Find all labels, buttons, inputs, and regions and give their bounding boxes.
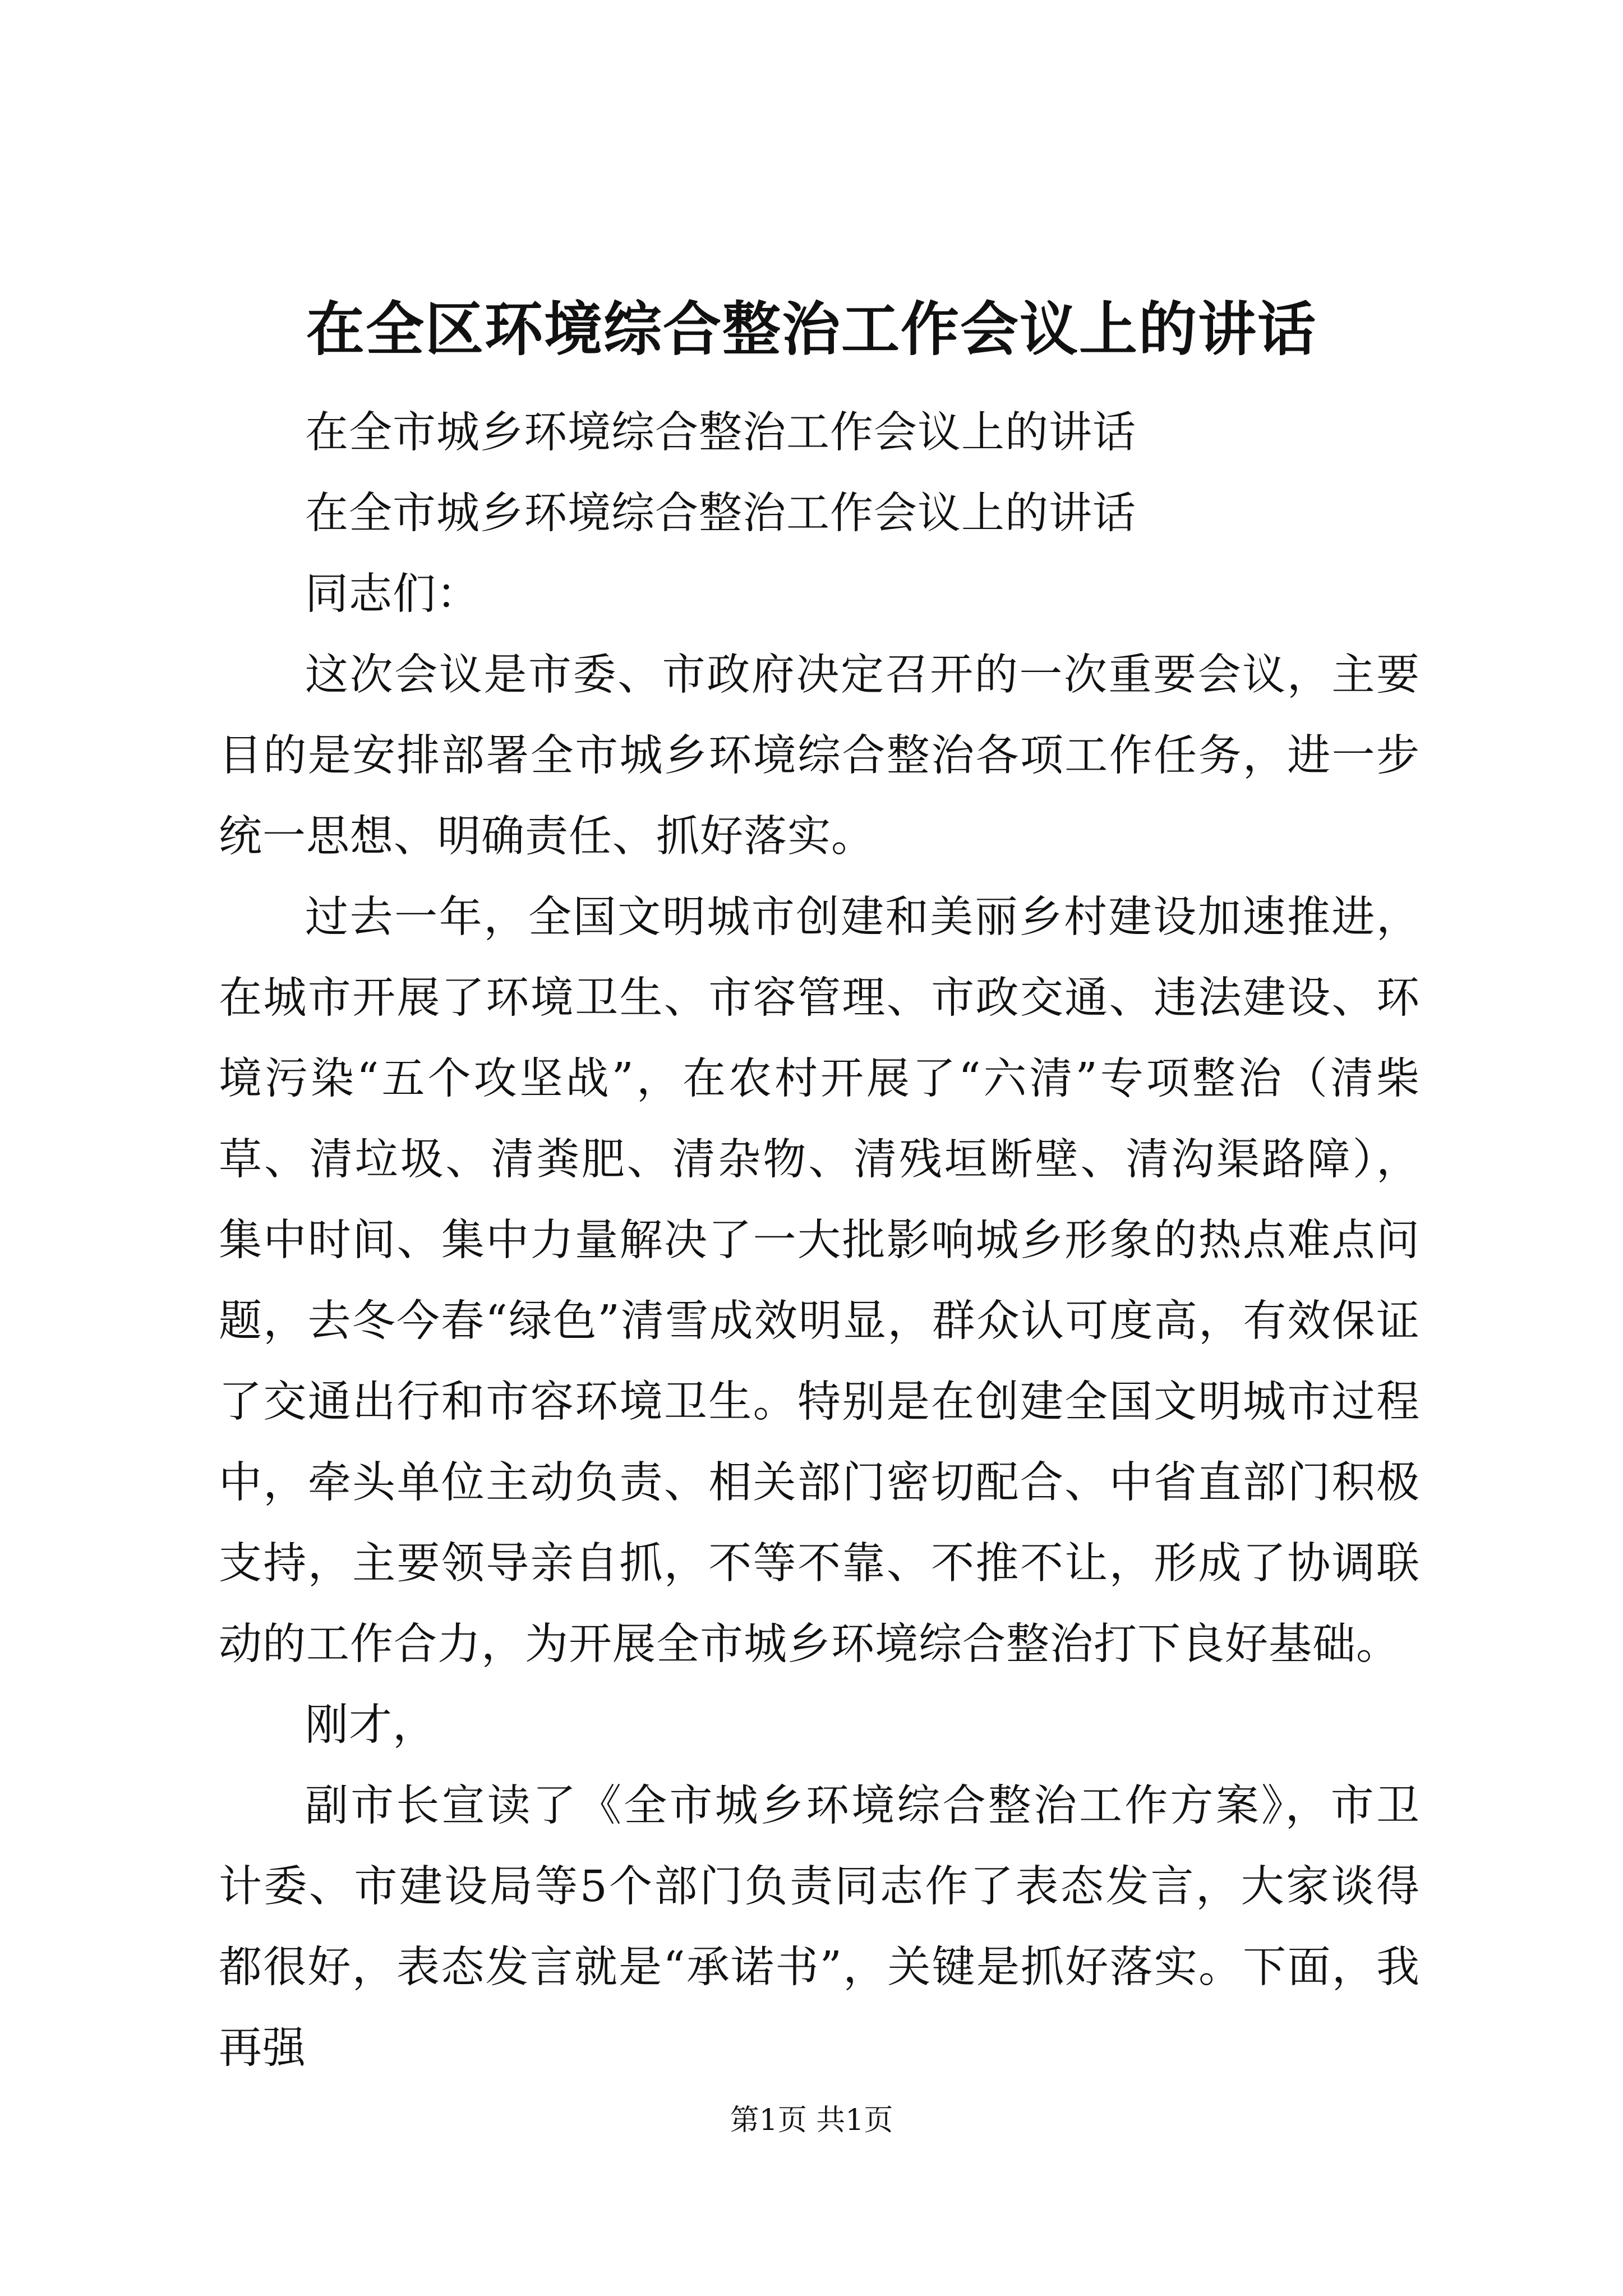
- body-paragraph-2: 在全市城乡环境综合整治工作会议上的讲话: [305, 489, 1136, 539]
- page-number: 1: [759, 2104, 778, 2137]
- body-paragraph-meeting-purpose: 这次会议是市委、市政府决定召开的一次重要会议，主要目的是安排部署全市城乡环境综合整治各项工作任务，进一步统一思想、明确责任、抓好落实。: [219, 650, 1420, 862]
- body-paragraph-past-year: 过去一年，全国文明城市创建和美丽乡村建设加速推进，在城市开展了环境卫生、市容管理、市政交通、违法建设、环境污染“五个攻坚战”，在农村开展了“六清”专项整治（清柴草、清垃圾、清粪肥、清杂物、清残垣断壁、清沟渠路障），集中时间、集中力量解决了一大批影响城乡形象的热点难点问题，去冬今春“绿色”清雪成效明显，群众认可度高，有效保证了交通出行和市容环境卫生。特别是在创建全国文明城市过程中，牵头单位主动负责、相关部门密切配合、中省直部门积极支持，主要领导亲自抓，不等不靠、不推不让，形成了协调联动的工作合力，为开展全市城乡环境综合整治打下良好基础。: [219, 892, 1420, 1669]
- document-body: [219, 393, 1420, 2089]
- body-paragraph-just-now: 刚才，: [305, 1700, 436, 1750]
- page-label-prefix: 第: [730, 2104, 759, 2137]
- page-footer: [0, 2098, 1623, 2143]
- document-title: 在全区环境综合整治工作会议上的讲话: [306, 295, 1317, 364]
- page-label-suffix: 页: [864, 2104, 893, 2137]
- body-paragraph-1: 在全市城乡环境综合整治工作会议上的讲话: [305, 408, 1136, 458]
- total-pages: 1: [845, 2104, 864, 2137]
- page-label-mid: 页 共: [777, 2104, 846, 2137]
- salutation: 同志们：: [305, 569, 480, 619]
- body-paragraph-vice-mayor: 副市长宣读了《全市城乡环境综合整治工作方案》，市卫计委、市建设局等5个部门负责同志作了表态发言，大家谈得都很好，表态发言就是“承诺书”，关键是抓好落实。下面，我再强: [219, 1781, 1420, 2073]
